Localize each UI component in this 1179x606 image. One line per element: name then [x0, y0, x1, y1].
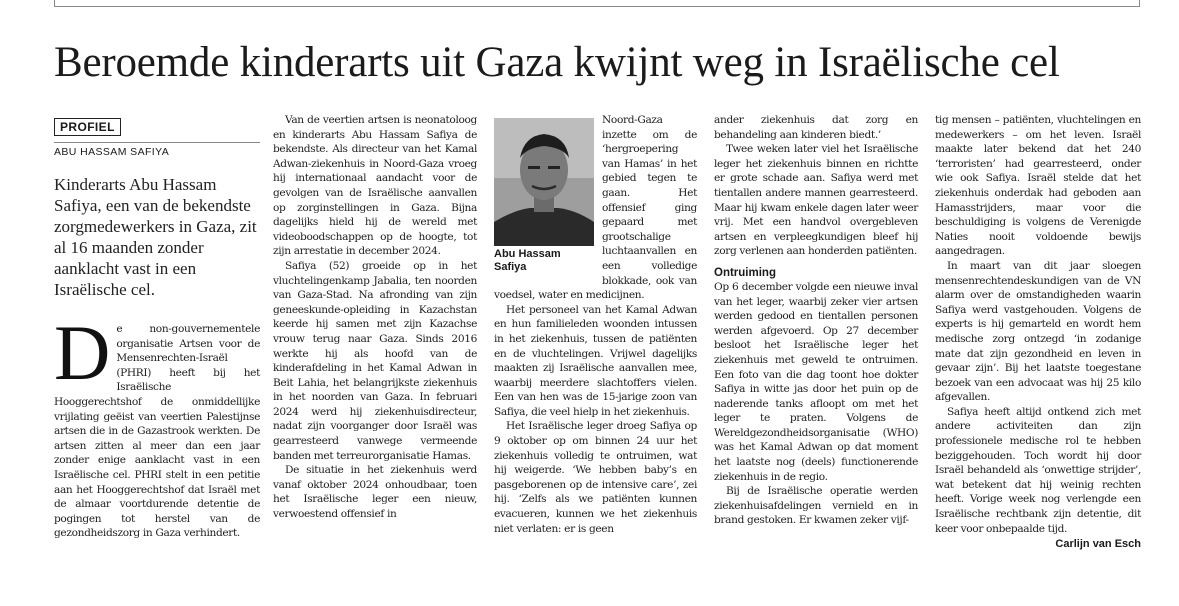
- body-paragraph: Het Israëlische leger droeg Safiya op 9 oktober op om binnen 24 uur het ziekenhuis volledig te ontruimen, wat hij weigerde. ‘We hebben baby’s en pasgeborenen op de intensive care’, zei hij. ‘Zelfs als we patiënten kunnen evacueren, kunnen we het ziekenhuis niet verlaten: er is geen: [494, 420, 697, 535]
- column-1: [54, 113, 260, 541]
- column-2: [273, 113, 477, 522]
- kicker-label: PROFIEL: [54, 118, 121, 136]
- body-paragraph: Noord-Gaza inzette om de ‘hergroepering van Hamas’ in het gebied tegen te gaan. Het offensief ging gepaard met grootschalige luchtaanvallen en een volledige blokkade, ook van voedsel, water en medicijnen.: [494, 114, 697, 302]
- portrait-image: [494, 118, 594, 246]
- body-paragraph: In maart van dit jaar sloegen mensenrechtendeskundigen van de VN alarm over de omstandigheden waarin Safiya werd vastgehouden. Volgens de experts is hij gemarteld en wordt hem medische zorg ontzegd ‘in zodanige mate dat zijn gezondheid en leven in gevaar zijn’. Bij het laatste toegestane bezoek van een advocaat was hij 25 kilo afgevallen.: [935, 259, 1141, 404]
- body-paragraph: Van de veertien artsen is neonatoloog en kinderarts Abu Hassam Safiya de bekendste. Als directeur van het Kamal Adwan-ziekenhuis in Noord-Gaza vroeg hij internationaal aandacht voor de gevolgen van de Israëlische aanvallen op zorginstellingen in Gaza. Bijna dagelijks hield hij de wereld met videoboodschappen op de hoogte, tot zijn arrestatie in december 2024.: [273, 114, 477, 258]
- body-paragraph: Op 6 december volgde een nieuwe inval van het leger, waarbij zeker vier artsen werden gedood en tientallen personen werden afgevoerd. Op 27 december besloot het Israëlische leger het ziekenhuis met geweld te ontruimen. Een foto van die dag toont hoe dokter Safiya in witte jas door het puin op de naderende tanks afloopt om met het leger te praten. Volgens de Wereldgezondheidsorganisatie (WHO) was het Kamal Adwan op dat moment het laatste nog (deels) functionerende ziekenhuis in de regio.: [714, 280, 918, 483]
- portrait-photo: [494, 118, 594, 246]
- photo-caption: Abu Hassam Safiya: [494, 248, 561, 273]
- body-paragraph: De situatie in het ziekenhuis werd vanaf oktober 2024 onhoudbaar, toen het Israëlische leger een nieuw, verwoestend offensief in: [273, 464, 477, 521]
- profile-subject: ABU HASSAM SAFIYA: [54, 142, 260, 158]
- body-paragraph: tig mensen – patiënten, vluchtelingen en medewerkers – om het leven. Israël maakte later bekend dat het 240 ‘terroristen’ had gearresteerd, onder wie ook Safiya. Israël stelde dat het ziekenhuis onderdak had geboden aan Hamasstrijders, maar voor die beschuldiging is volgens de Verenigde Naties nooit voldoende bewijs aangedragen.: [935, 114, 1141, 258]
- column-4: [714, 113, 918, 528]
- body-paragraph: Twee weken later viel het Israëlische leger het ziekenhuis binnen en richtte er grote schade aan. Safiya werd met tientallen andere mannen gearresteerd. Maar hij kwam enkele dagen later weer vrij. Met een handvol overgebleven artsen en verpleegkundigen bleef hij zorg verlenen aan honderden patiënten.: [714, 143, 918, 258]
- body-paragraph: ander ziekenhuis dat zorg en behandeling aan kinderen biedt.’: [714, 114, 918, 141]
- body-paragraph: Safiya (52) groeide op in het vluchtelingenkamp Jabalia, ten noorden van Gaza-Stad. Na afronding van zijn geneeskunde-opleiding in Kazachstan keerde hij samen met zijn Kazachse vrouw terug naar Gaza. Sinds 2016 werkte hij als hoofd van de kinderafdeling in het Kamal Adwan in Beit Lahia, het belangrijkste ziekenhuis in het noorden van Gaza. In februari 2024 werd hij ziekenhuisdirecteur, nadat zijn voorganger door Israël was gearresteerd vanwege vermeende banden met terreurorganisatie Hamas.: [273, 259, 477, 462]
- body-paragraph: Bij de Israëlische operatie werden ziekenhuisafdelingen vernield en in brand gestoken. Er kwamen zeker vijf-: [714, 485, 918, 527]
- section-subhead: Ontruiming: [714, 266, 776, 279]
- lead-paragraph: [54, 309, 260, 541]
- body-paragraph: Safiya heeft altijd ontkend zich met andere activiteiten dan zijn professionele medische rol te hebben beziggehouden. Toch wordt hij door Israël behandeld als ‘onwettige strijder’, wat betekent dat hij weinig rechten heeft. Vorige week nog verlengde een Israëlische rechtbank zijn detentie, dit keer voor onbepaalde tijd.: [935, 405, 1141, 535]
- column-5: [935, 113, 1141, 550]
- previous-article-frame: [54, 0, 1140, 7]
- column-3: [494, 113, 697, 536]
- author-credit: Carlijn van Esch: [1055, 538, 1141, 551]
- body-paragraph: e non-gouvernementele organisatie Artsen voor de Mensenrechten-Israël (PHRI) heeft bij het Israëlische Hooggerechtshof de onmiddellijke vrijlating geëist van veertien Palestijnse artsen die in de Gazastrook werkten. De artsen zitten al meer dan een jaar zonder enige aanklacht vast in een Israëlische cel. PHRI stelt in een petitie aan het Hooggerechtshof dat Israël met de almaar voortdurende detentie de pogingen tot herstel van de gezondheidszorg in Gaza verhindert.: [54, 323, 260, 540]
- body-paragraph: Het personeel van het Kamal Adwan en hun familieleden woonden intussen in het ziekenhuis, tussen de patiënten en de vluchtelingen. Vrijwel dagelijks maakten zij Israëlische aanvallen mee, waarbij meerdere slachtoffers vielen. Een van hen was de 15-jarige zoon van Safiya, die veel hielp in het ziekenhuis.: [494, 303, 697, 418]
- headline: Beroemde kinderarts uit Gaza kwijnt weg in Israëlische cel: [54, 39, 1060, 86]
- intro-text: Kinderarts Abu Hassam Safiya, een van de bekendste zorgmedewerkers in Gaza, zit al 16 maanden zonder aanklacht vast in een Israëlische cel.: [54, 175, 257, 299]
- drop-cap: D: [54, 309, 111, 396]
